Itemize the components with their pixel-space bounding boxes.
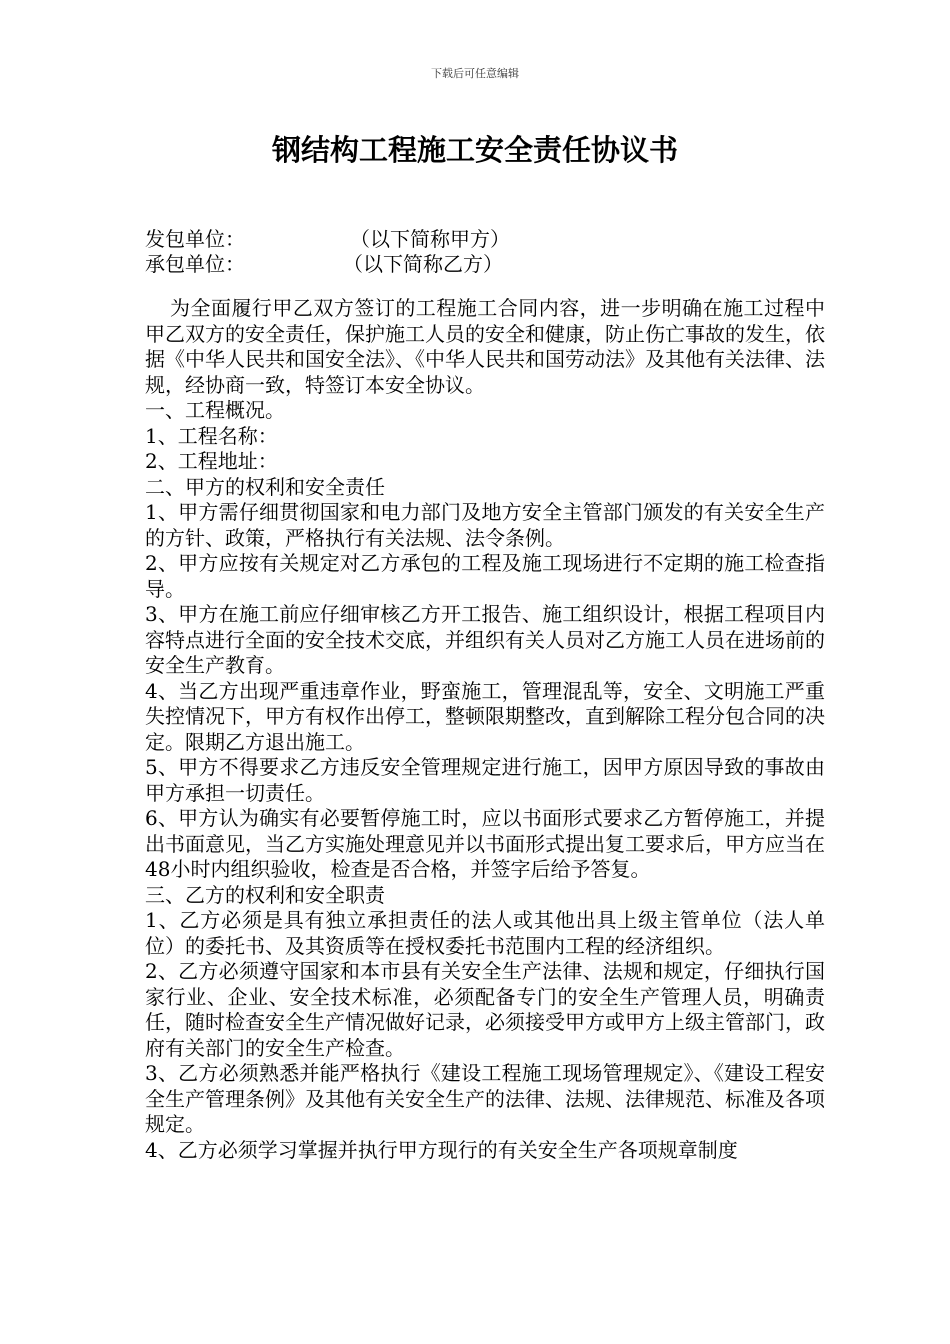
clause-paragraph: 2、工程地址： [145, 449, 278, 473]
clause-paragraph: 3、乙方必须熟悉并能严格执行《建设工程施工现场管理规定》、《建设工程安全生产管理条例》及其他有关安全生产的法律、法规、法律规范、标准及各项规定。 [145, 1061, 825, 1136]
clause-paragraph: 3、甲方在施工前应仔细审核乙方开工报告、施工组织设计，根据工程项目内容特点进行全面的安全技术交底，并组织有关人员对乙方施工人员在进场前的安全生产教育。 [145, 602, 825, 677]
clause-paragraph: 5、甲方不得要求乙方违反安全管理规定进行施工，因甲方原因导致的事故由甲方承担一切责任。 [145, 755, 825, 805]
clause-paragraph: 1、工程名称： [145, 423, 278, 448]
party-block [145, 227, 825, 277]
document-title: 钢结构工程施工安全责任协议书 [271, 133, 678, 167]
clause-paragraph: 2、甲方应按有关规定对乙方承包的工程及施工现场进行不定期的施工检查指导。 [145, 551, 825, 601]
party-note: （以下简称甲方） [350, 227, 510, 251]
clause-paragraph: 4、当乙方出现严重违章作业，野蛮施工，管理混乱等，安全、文明施工严重失控情况下，甲方有权作出停工，整顿限期整改，直到解除工程分包合同的决定。限期乙方退出施工。 [145, 678, 825, 754]
document-body [145, 296, 825, 1163]
clause-paragraph: 1、乙方必须是具有独立承担责任的法人或其他出具上级主管单位（法人单位）的委托书、及其资质等在授权委托书范围内工程的经济组织。 [145, 908, 825, 958]
section-heading: 一、工程概况。 [145, 398, 285, 422]
clause-paragraph: 1、甲方需仔细贯彻国家和电力部门及地方安全主管部门颁发的有关安全生产的方针、政策，严格执行有关法规、法令条例。 [145, 500, 825, 550]
intro-paragraph: 为全面履行甲乙双方签订的工程施工合同内容，进一步明确在施工过程中甲乙双方的安全责任，保护施工人员的安全和健康，防止伤亡事故的发生，依据《中华人民共和国安全法》、《中华人民共和国劳动法》及其他有关法律、法规，经协商一致，特签订本安全协议。 [145, 296, 825, 397]
party-note: （以下简称乙方） [343, 252, 503, 276]
party-label: 承包单位： [145, 252, 245, 276]
party-row-employer [145, 227, 825, 252]
party-label: 发包单位： [145, 227, 245, 251]
clause-paragraph: 4、乙方必须学习掌握并执行甲方现行的有关安全生产各项规章制度 [145, 1137, 738, 1162]
party-row-contractor [145, 252, 825, 277]
clause-paragraph: 2、乙方必须遵守国家和本市县有关安全生产法律、法规和规定，仔细执行国家行业、企业、安全技术标准，必须配备专门的安全生产管理人员，明确责任，随时检查安全生产情况做好记录，必须接受甲方或甲方上级主管部门，政府有关部门的安全生产检查。 [145, 959, 825, 1060]
page-header-note: 下载后可任意编辑 [431, 67, 519, 80]
clause-paragraph: 6、甲方认为确实有必要暂停施工时，应以书面形式要求乙方暂停施工，并提出书面意见，当乙方实施处理意见并以书面形式提出复工要求后，甲方应当在48小时内组织验收，检查是否合格，并签字后给予答复。 [145, 806, 825, 881]
section-heading: 三、乙方的权利和安全职责 [145, 882, 385, 907]
section-heading: 二、甲方的权利和安全责任 [145, 474, 385, 499]
